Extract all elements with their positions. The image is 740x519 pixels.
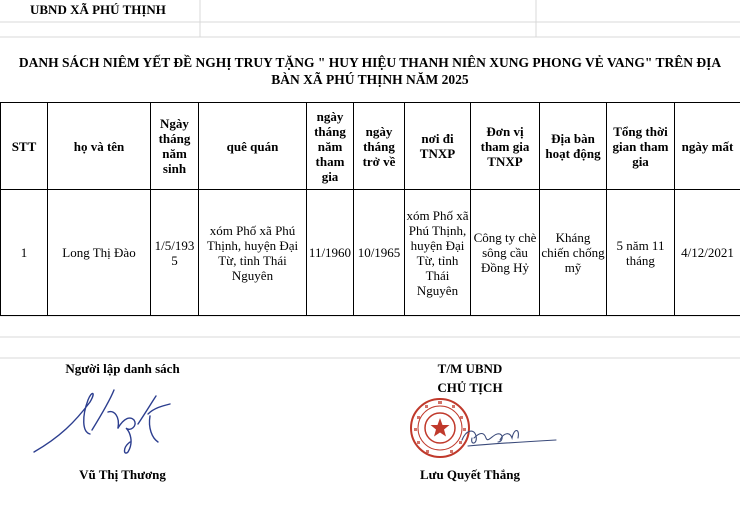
column-header: ngày tháng năm tham gia	[307, 103, 354, 190]
cell-unit: Công ty chè sông cầu Đồng Hỷ	[471, 190, 540, 316]
cell-total-time: 5 năm 11 tháng	[607, 190, 675, 316]
preparer-name: Vũ Thị Thương	[79, 467, 166, 482]
cell-hometown: xóm Phố xã Phú Thịnh, huyện Đại Từ, tỉnh Thái Nguyên	[199, 190, 307, 316]
title-line-2: BÀN XÃ PHÚ THỊNH NĂM 2025	[271, 72, 469, 87]
approver-name: Lưu Quyết Thắng	[419, 467, 521, 482]
column-header: nơi đi TNXP	[405, 103, 471, 190]
column-header: Địa bàn hoạt động	[540, 103, 607, 190]
column-header: ngày tháng trở về	[354, 103, 405, 190]
column-header: Tổng thời gian tham gia	[607, 103, 675, 190]
document-title	[0, 54, 740, 88]
cell-return-date: 10/1965	[354, 190, 405, 316]
cell-area: Kháng chiến chống mỹ	[540, 190, 607, 316]
cell-join-date: 11/1960	[307, 190, 354, 316]
column-header: họ và tên	[48, 103, 151, 190]
approver-title-2: CHỦ TỊCH	[437, 380, 503, 395]
title-line-1: DANH SÁCH NIÊM YẾT ĐỀ NGHỊ TRUY TẶNG " HUY HIỆU THANH NIÊN XUNG PHONG VẺ VANG" TRÊN ĐỊA	[18, 55, 722, 70]
column-header: quê quán	[199, 103, 307, 190]
column-header: ngày mất	[675, 103, 740, 190]
column-header: Đơn vị tham gia TNXP	[471, 103, 540, 190]
preparer-title: Người lập danh sách	[65, 361, 180, 376]
cell-death-date: 4/12/2021	[675, 190, 740, 316]
preparer-signature	[30, 382, 190, 460]
cell-name: Long Thị Đào	[48, 190, 151, 316]
approver-title-1: T/M UBND	[437, 361, 503, 376]
column-header: STT	[1, 103, 48, 190]
table-header-row	[1, 103, 740, 190]
cell-stt: 1	[1, 190, 48, 316]
organization-name: UBND XÃ PHÚ THỊNH	[30, 2, 166, 17]
cell-birth-date: 1/5/1935	[151, 190, 199, 316]
nominee-table	[0, 102, 740, 316]
cell-departure-place: xóm Phố xã Phú Thịnh, huyện Đại Từ, tỉnh Thái Nguyên	[405, 190, 471, 316]
table-row	[1, 190, 740, 316]
column-header: Ngày tháng năm sinh	[151, 103, 199, 190]
approver-signature	[460, 418, 560, 458]
